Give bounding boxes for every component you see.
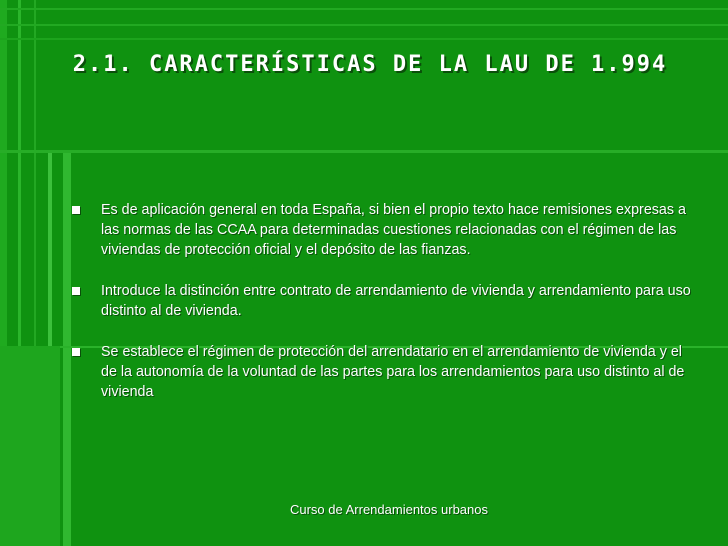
bullet-text: Se establece el régimen de protección del arrendatario en el arrendamiento de vivienda y el de la autonomía de la voluntad de las partes para los arrendamientos para uso distinto al de vivienda (101, 344, 685, 400)
bullet-item (72, 281, 697, 321)
square-bullet-icon (72, 348, 80, 356)
bullet-item (72, 342, 697, 402)
bullet-text: Introduce la distinción entre contrato de arrendamiento de vivienda y arrendamiento para uso distinto al de vivienda. (101, 283, 691, 319)
background-band (0, 38, 728, 40)
bullet-item (72, 200, 697, 260)
square-bullet-icon (72, 287, 80, 295)
square-bullet-icon (72, 206, 80, 214)
background-band (0, 8, 728, 10)
bullet-list (72, 200, 697, 423)
background-band (0, 150, 728, 153)
slide-footer: Curso de Arrendamientos urbanos (289, 502, 488, 517)
background-stripe (63, 150, 71, 546)
background-band (0, 24, 728, 26)
slide-title: 2.1. CARACTERÍSTICAS DE LA LAU DE 1.994 (72, 52, 668, 77)
bullet-text: Es de aplicación general en toda España, si bien el propio texto hace remisiones expresas a las normas de las CCAA para determinadas cuestiones relacionadas con el régimen de las viviendas de protección oficial y el depósito de las fianzas. (101, 202, 686, 258)
